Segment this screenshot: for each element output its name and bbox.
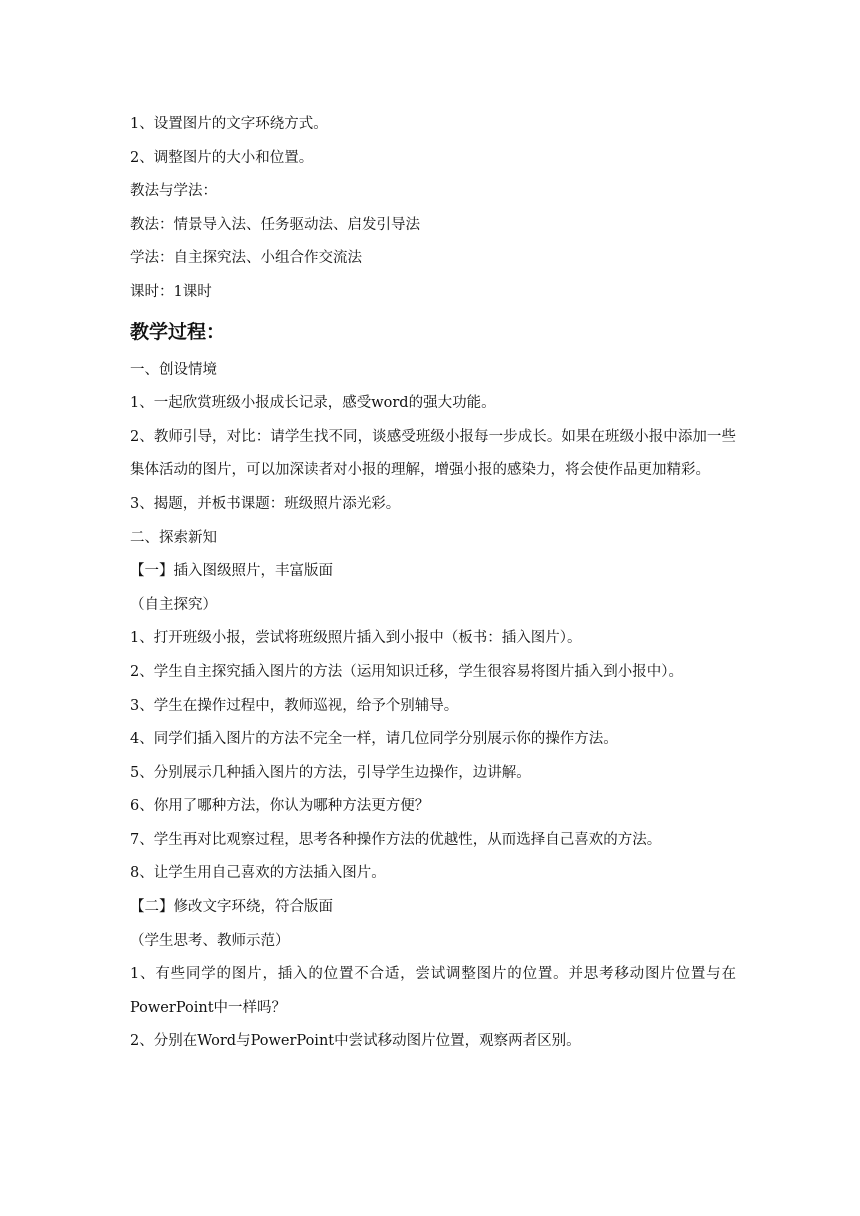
paragraph: 3、学生在操作过程中，教师巡视，给予个别辅导。: [130, 697, 459, 714]
learning-method-line: 学法：自主探究法、小组合作交流法: [130, 250, 362, 267]
paragraph: 1、有些同学的图片，插入的位置不合适，尝试调整图片的位置。并思考移动图片位置与在PowerPoint中一样吗？: [130, 966, 736, 1016]
subsection-heading: 二、探索新知: [130, 529, 217, 546]
section-heading: 教学过程：: [130, 320, 226, 343]
paragraph: 1、一起欣赏班级小报成长记录，感受word的强大功能。: [130, 395, 496, 412]
task-note: （学生思考、教师示范）: [130, 932, 290, 949]
paragraph: 2、学生自主探究插入图片的方法（运用知识迁移，学生很容易将图片插入到小报中）。: [130, 663, 683, 680]
teaching-method-line: 教法：情景导入法、任务驱动法、启发引导法: [130, 216, 420, 233]
paragraph: 8、让学生用自己喜欢的方法插入图片。: [130, 865, 386, 882]
document-body: [130, 108, 736, 1059]
paragraph: 2、分别在Word与PowerPoint中尝试移动图片位置，观察两者区别。: [130, 1033, 581, 1050]
paragraph: 2、教师引导，对比：请学生找不同，谈感受班级小报每一步成长。如果在班级小报中添加一些集体活动的图片，可以加深读者对小报的理解，增强小报的感染力，将会使作品更加精彩。: [130, 428, 736, 479]
paragraph: 7、学生再对比观察过程，思考各种操作方法的优越性，从而选择自己喜欢的方法。: [130, 831, 662, 848]
objective-line: 1、设置图片的文字环绕方式。: [130, 116, 328, 132]
paragraph: 3、揭题，并板书课题：班级照片添光彩。: [130, 495, 401, 512]
method-heading: 教法与学法：: [130, 183, 217, 200]
task-heading: 【二】修改文字环绕，符合版面: [130, 899, 333, 916]
class-hours-line: 课时：1课时: [130, 283, 212, 300]
paragraph: 4、同学们插入图片的方法不完全一样，请几位同学分别展示你的操作方法。: [130, 731, 618, 748]
task-note: （自主探究）: [130, 596, 217, 613]
task-heading: 【一】插入图级照片，丰富版面: [130, 563, 333, 580]
paragraph: 1、打开班级小报，尝试将班级照片插入到小报中（板书：插入图片）。: [130, 630, 582, 647]
paragraph: 5、分别展示几种插入图片的方法，引导学生边操作，边讲解。: [130, 764, 531, 781]
subsection-heading: 一、创设情境: [130, 361, 217, 378]
objective-line: 2、调整图片的大小和位置。: [130, 149, 314, 166]
paragraph: 6、你用了哪种方法，你认为哪种方法更方便？: [130, 798, 430, 815]
